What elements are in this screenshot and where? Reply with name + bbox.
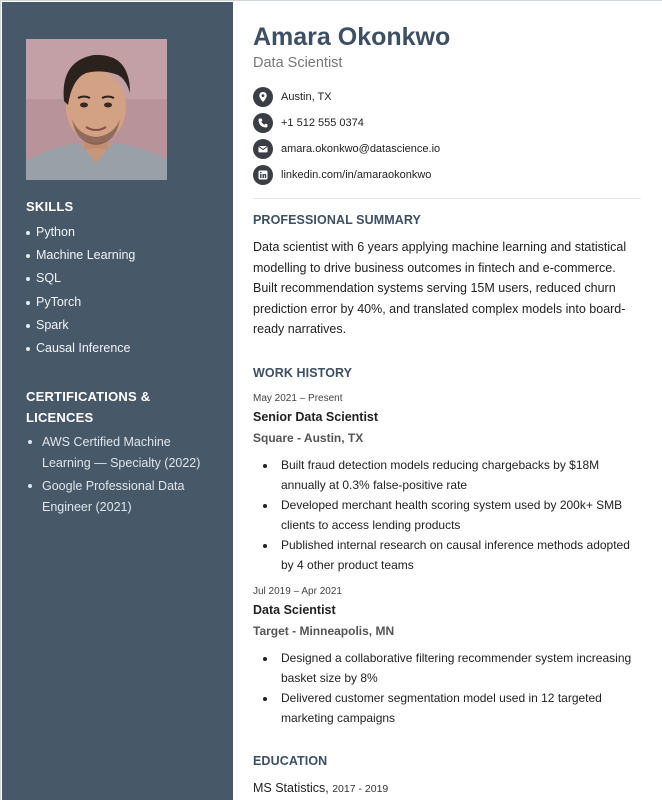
- education-heading: EDUCATION: [253, 754, 328, 768]
- location-pin-icon: [253, 87, 273, 107]
- job-location: Minneapolis, MN: [299, 624, 395, 638]
- skill-item: Causal Inference: [26, 337, 135, 360]
- certification-item: Google Professional Data Engineer (2021): [26, 476, 221, 518]
- location-text: Austin, TX: [281, 91, 332, 103]
- education-years: 2017 - 2019: [332, 783, 389, 795]
- skills-heading: SKILLS: [26, 199, 74, 214]
- summary-text: Data scientist with 6 years applying machine learning and statistical modelling to drive business outcomes in fintech and e-commerce. Built recommendation systems serving 15M users, reduced churn prediction error by 40%, and translated complex models into board-ready narratives.: [253, 240, 627, 337]
- phone-text: +1 512 555 0374: [281, 117, 364, 129]
- sidebar: [2, 2, 233, 800]
- contact-email: [253, 139, 440, 159]
- job-entry: [253, 392, 641, 577]
- degree: MS Statistics,: [253, 781, 329, 795]
- header-divider: [253, 198, 641, 199]
- org-separator: -: [288, 624, 300, 638]
- job-bullet: Developed merchant health scoring system used by 200k+ SMB clients to access lending products: [253, 496, 641, 535]
- email-link[interactable]: amara.okonkwo@datascience.io: [281, 143, 441, 155]
- profile-photo: [26, 39, 167, 180]
- job-organization: [253, 430, 641, 446]
- linkedin-link[interactable]: linkedin.com/in/amaraokonkwo: [281, 169, 432, 181]
- skill-item: Machine Learning: [26, 244, 135, 267]
- job-organization: [253, 623, 641, 639]
- skill-item: PyTorch: [26, 291, 135, 314]
- education-entry: [253, 781, 388, 795]
- candidate-title: Data Scientist: [253, 55, 343, 71]
- portrait-illustration: [26, 39, 167, 180]
- job-location: Austin, TX: [303, 431, 364, 445]
- company-name: Target: [253, 624, 289, 638]
- job-title: Senior Data Scientist: [253, 410, 379, 424]
- job-bullet: Built fraud detection models reducing chargebacks by $18M annually at 0.3% false-positive rate: [253, 456, 641, 495]
- candidate-name: Amara Okonkwo: [253, 23, 451, 51]
- certifications-list: [26, 432, 221, 520]
- contact-phone: [253, 113, 364, 133]
- summary-heading: PROFESSIONAL SUMMARY: [253, 213, 421, 227]
- job-bullet: Published internal research on causal inference methods adopted by 4 other product teams: [253, 536, 641, 575]
- job-bullets: [253, 649, 641, 728]
- contact-linkedin: [253, 165, 431, 185]
- certification-item: AWS Certified Machine Learning — Specialty (2022): [26, 432, 221, 474]
- job-dates: May 2021 – Present: [253, 393, 343, 404]
- contact-location: [253, 87, 332, 107]
- phone-icon: [253, 113, 273, 133]
- linkedin-icon: [253, 165, 273, 185]
- envelope-icon: [253, 139, 273, 159]
- job-dates: Jul 2019 – Apr 2021: [253, 586, 342, 597]
- org-separator: -: [293, 431, 304, 445]
- certifications-heading: CERTIFICATIONS & LICENCES: [26, 389, 151, 425]
- job-bullets: [253, 456, 641, 576]
- work-history-heading: WORK HISTORY: [253, 366, 353, 380]
- job-entry: [253, 585, 641, 729]
- skills-list: [26, 221, 135, 360]
- skill-item: Python: [26, 221, 135, 244]
- job-bullet: Delivered customer segmentation model used in 12 targeted marketing campaigns: [253, 689, 641, 728]
- company-name: Square: [253, 431, 294, 445]
- skill-item: Spark: [26, 314, 135, 337]
- skill-item: SQL: [26, 267, 135, 290]
- job-bullet: Designed a collaborative filtering recommender system increasing basket size by 8%: [253, 649, 641, 688]
- job-title: Data Scientist: [253, 603, 336, 617]
